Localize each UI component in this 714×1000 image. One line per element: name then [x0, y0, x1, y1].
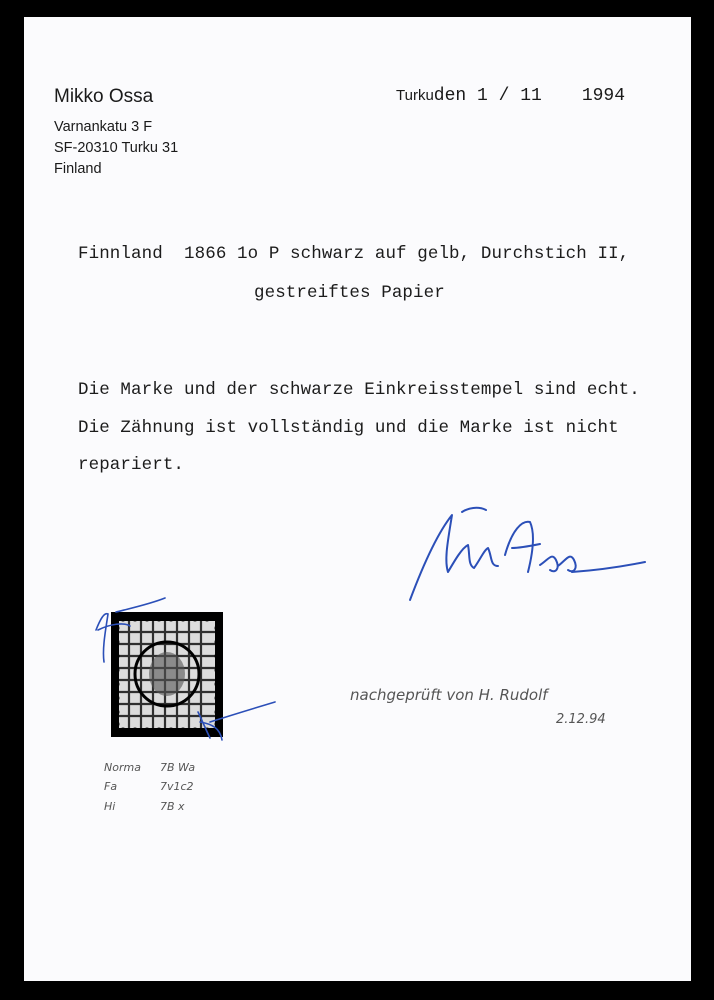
certificate-heading-line1: Finnland 1866 1o P schwarz auf gelb, Durchstich II, — [78, 244, 630, 264]
dateline-place: Turku — [396, 87, 434, 104]
verification-date: 2.12.94 — [556, 712, 606, 727]
certificate-body-line1: Die Marke und der schwarze Einkreisstempel sind echt. — [78, 380, 640, 400]
certificate-heading-line2: gestreiftes Papier — [254, 283, 445, 303]
catalog-label: Fa — [104, 780, 118, 793]
dateline — [396, 86, 625, 106]
dateline-day: den 1 / 11 — [433, 86, 542, 106]
catalog-value: 7B Wa — [160, 761, 196, 774]
stamp-perforation-art — [111, 612, 223, 737]
catalog-label: Norma — [104, 761, 141, 774]
catalog-value: 7B x — [160, 800, 185, 813]
sender-address-line: SF-20310 Turku 31 — [54, 140, 179, 156]
letterhead — [54, 85, 178, 180]
verification-note: nachgeprüft von H. Rudolf — [350, 686, 548, 704]
sender-name: Mikko Ossa — [54, 86, 154, 107]
certificate-body-line3: repariert. — [78, 455, 185, 475]
stamp-image — [111, 612, 223, 737]
sender-address-line: Finland — [54, 161, 102, 177]
dateline-year: 1994 — [581, 86, 626, 106]
certificate-body-line2: Die Zähnung ist vollständig und die Marke ist nicht — [78, 418, 619, 438]
catalog-label: Hi — [104, 800, 116, 813]
sender-address-line: Varnankatu 3 F — [54, 119, 153, 135]
catalog-value: 7v1c2 — [160, 780, 194, 793]
